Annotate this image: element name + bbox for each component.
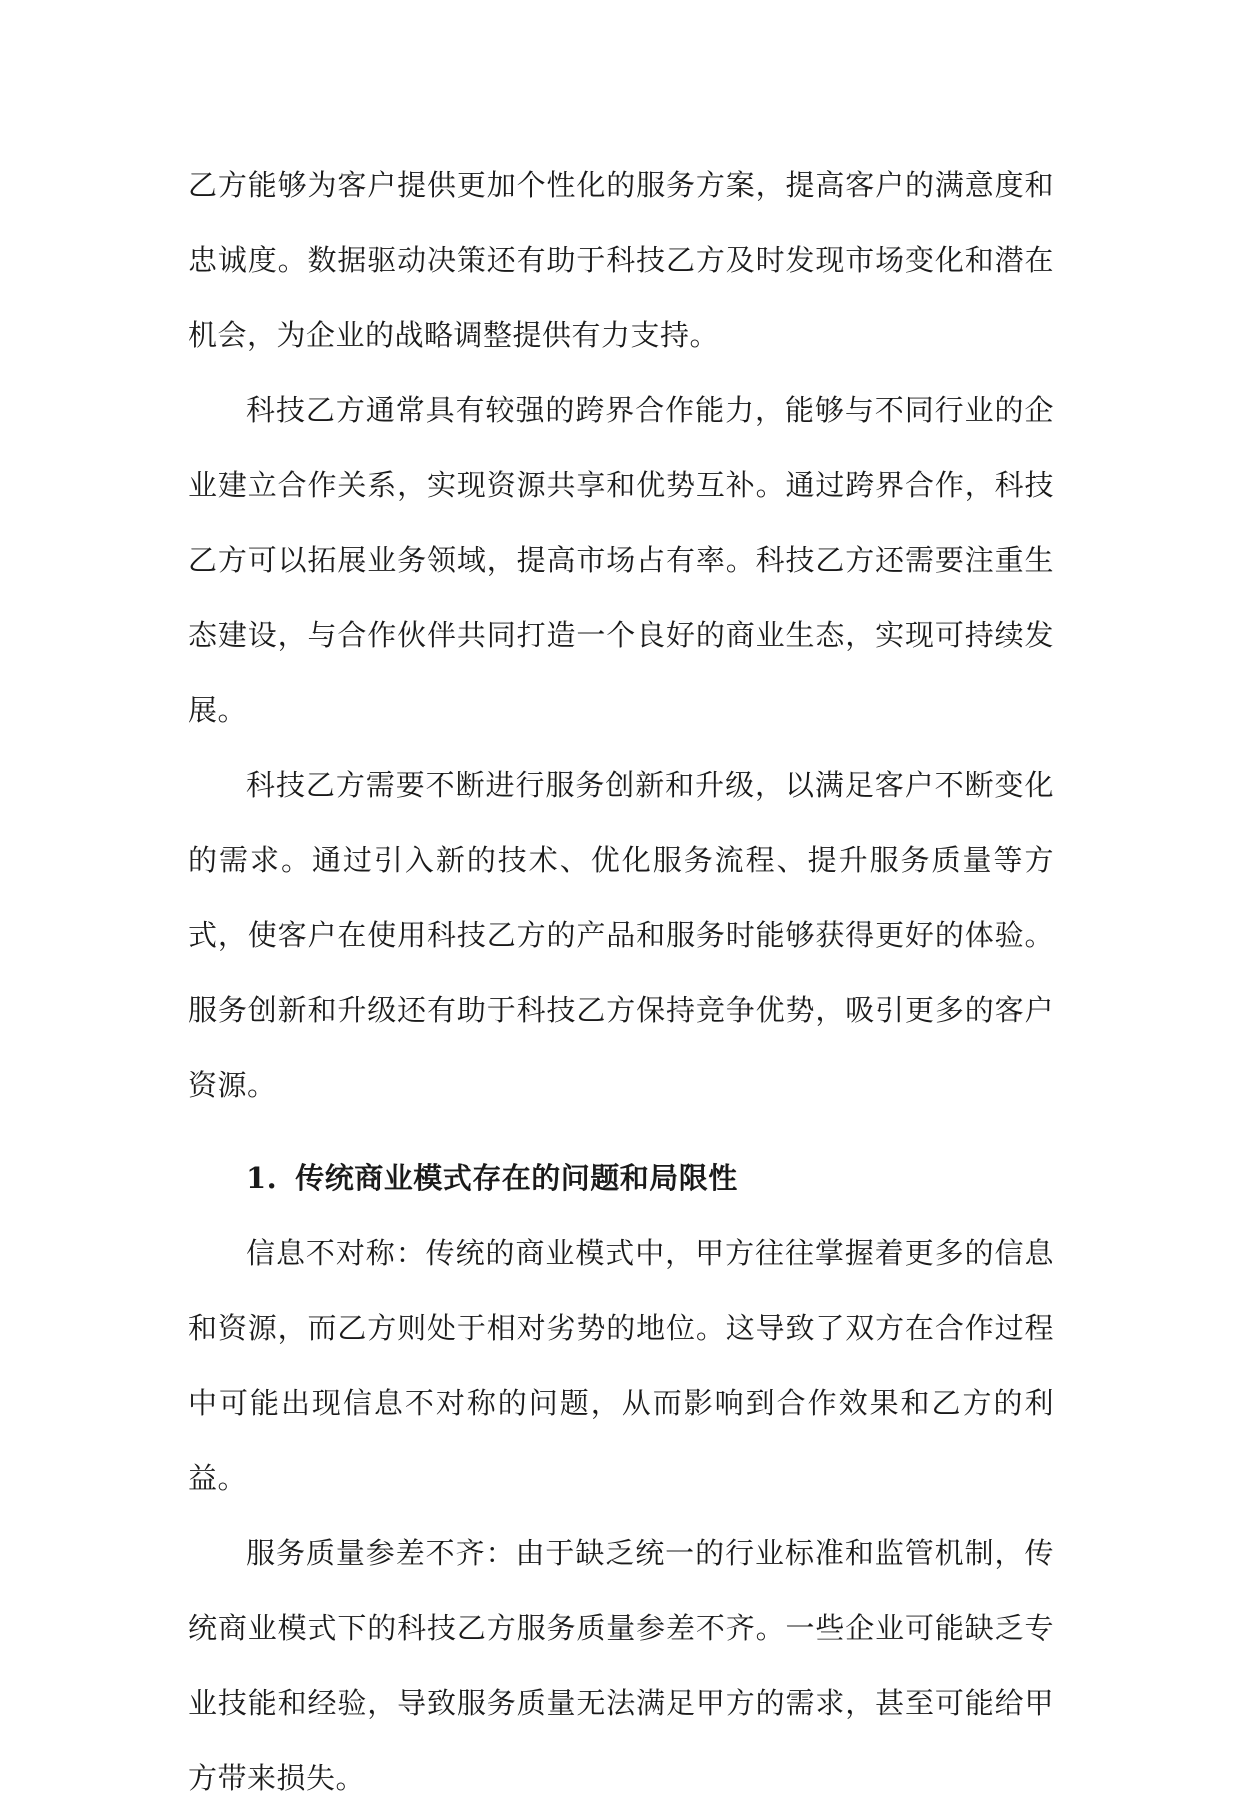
paragraph-cross-industry-cooperation: 科技乙方通常具有较强的跨界合作能力，能够与不同行业的企业建立合作关系，实现资源共享和优势互补。通过跨界合作，科技乙方可以拓展业务领域，提高市场占有率。科技乙方还需要注重生态建设，与合作伙伴共同打造一个良好的商业生态，实现可持续发展。 — [188, 393, 1054, 727]
paragraph-personalized-service: 乙方能够为客户提供更加个性化的服务方案，提高客户的满意度和忠诚度。数据驱动决策还有助于科技乙方及时发现市场变化和潜在机会，为企业的战略调整提供有力支持。 — [188, 168, 1054, 352]
section-title: 传统商业模式存在的问题和局限性 — [295, 1161, 738, 1195]
paragraph-information-asymmetry: 信息不对称：传统的商业模式中，甲方往往掌握着更多的信息和资源，而乙方则处于相对劣势的地位。这导致了双方在合作过程中可能出现信息不对称的问题，从而影响到合作效果和乙方的利益。 — [188, 1236, 1054, 1495]
section-number: 1. — [246, 1161, 278, 1195]
document-body — [188, 148, 1054, 1816]
paragraph-service-quality: 服务质量参差不齐：由于缺乏统一的行业标准和监管机制，传统商业模式下的科技乙方服务质量参差不齐。一些企业可能缺乏专业技能和经验，导致服务质量无法满足甲方的需求，甚至可能给甲方带来损失。 — [188, 1536, 1054, 1795]
paragraph-service-innovation: 科技乙方需要不断进行服务创新和升级，以满足客户不断变化的需求。通过引入新的技术、优化服务流程、提升服务质量等方式，使客户在使用科技乙方的产品和服务时能够获得更好的体验。服务创新和升级还有助于科技乙方保持竞争优势，吸引更多的客户资源。 — [188, 768, 1054, 1102]
section-heading — [188, 1141, 1054, 1216]
